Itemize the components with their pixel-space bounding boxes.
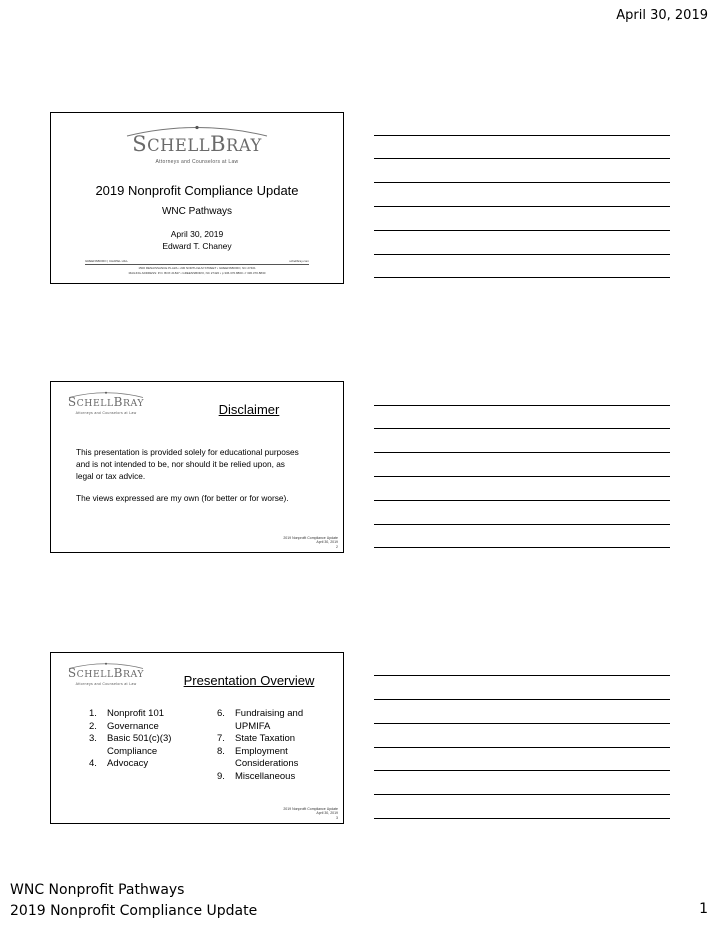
slide-title: Disclaimer	[218, 402, 280, 417]
firm-offices: GREENSBORO | CHAPEL HILL	[85, 259, 129, 263]
list-item: 3. Basic 501(c)(3) Compliance	[89, 733, 172, 757]
list-item: 6. Fundraising and UPMIFA	[217, 708, 304, 732]
slide-number: 2	[336, 544, 338, 549]
note-line	[374, 158, 670, 159]
presentation-date: April 30, 2019	[170, 229, 224, 239]
page-date: April 30, 2019	[616, 8, 708, 23]
firm-address: 1500 RENAISSANCE PLAZA • 230 NORTH ELM STREET • GREENSBORO, NC 27401	[138, 266, 256, 270]
note-line	[374, 675, 670, 676]
list-item: 8. Employment Considerations	[217, 745, 299, 769]
logo-wordmark: SCHELLBRAY	[132, 132, 262, 156]
note-line	[374, 254, 670, 255]
slide-footer-date: April 30, 2019	[316, 811, 338, 815]
note-line	[374, 428, 670, 429]
logo-wordmark: SCHELLBRAY	[67, 395, 145, 409]
presentation-title: 2019 Nonprofit Compliance Update	[95, 183, 299, 198]
logo-tagline: Attorneys and Counselors at Law	[155, 159, 239, 165]
note-line	[374, 770, 670, 771]
page-number: 1	[699, 901, 708, 917]
firm-footer	[85, 259, 309, 275]
slide-footer-title: 2019 Nonprofit Compliance Update	[283, 535, 338, 540]
logo-wordmark: SCHELLBRAY	[67, 666, 145, 680]
presentation-author: Edward T. Chaney	[162, 241, 232, 251]
slide-number: 3	[336, 815, 338, 820]
slide-1-title	[50, 112, 344, 284]
schellbray-logo	[61, 661, 151, 686]
note-line	[374, 182, 670, 183]
note-line	[374, 747, 670, 748]
schellbray-logo	[61, 390, 151, 415]
slide-title: Presentation Overview	[183, 673, 315, 688]
note-line	[374, 699, 670, 700]
disclaimer-body	[76, 446, 303, 514]
slide-footer-date: April 30, 2019	[316, 540, 338, 544]
slide-footer	[283, 536, 338, 550]
disclaimer-paragraph: The views expressed are my own (for better or for worse).	[76, 493, 289, 503]
schellbray-logo	[51, 123, 343, 165]
footer-organization: WNC Nonprofit Pathways	[10, 882, 185, 898]
slide-footer-title: 2019 Nonprofit Compliance Update	[283, 806, 338, 811]
list-item: 1. Nonprofit 101	[89, 708, 165, 719]
slide-footer	[283, 807, 338, 821]
note-line	[374, 277, 670, 278]
note-line	[374, 135, 670, 136]
note-line	[374, 230, 670, 231]
page-footer	[10, 880, 257, 922]
note-line	[374, 500, 670, 501]
disclaimer-paragraph: This presentation is provided solely for educational purposes and is not intended to be, nor should it be relied upon, as legal or tax advice.	[76, 447, 299, 481]
overview-list-right	[217, 708, 329, 783]
note-line	[374, 405, 670, 406]
firm-mailing-address: MAILING ADDRESS: P.O. BOX 21847 • GREENSBORO, NC 27420 • p 336.370.8800 • f 336.370.8830	[128, 271, 266, 275]
note-line	[374, 452, 670, 453]
list-item: 4. Advocacy	[89, 758, 149, 769]
firm-website: schellbray.com	[289, 259, 309, 263]
list-item: 7. State Taxation	[217, 733, 296, 744]
note-line	[374, 794, 670, 795]
list-item: 9. Miscellaneous	[217, 770, 296, 782]
note-line	[374, 476, 670, 477]
presentation-subtitle: WNC Pathways	[161, 206, 232, 217]
note-line	[374, 206, 670, 207]
list-item: 2. Governance	[89, 720, 159, 732]
logo-tagline: Attorneys and Counselors at Law	[75, 682, 137, 686]
note-line	[374, 723, 670, 724]
note-line	[374, 547, 670, 548]
logo-tagline: Attorneys and Counselors at Law	[75, 411, 137, 415]
slide-2-disclaimer	[50, 381, 344, 553]
overview-list-left	[89, 708, 204, 771]
note-line	[374, 818, 670, 819]
footer-presentation-title: 2019 Nonprofit Compliance Update	[10, 903, 258, 919]
note-line	[374, 524, 670, 525]
slide-3-overview	[50, 652, 344, 824]
